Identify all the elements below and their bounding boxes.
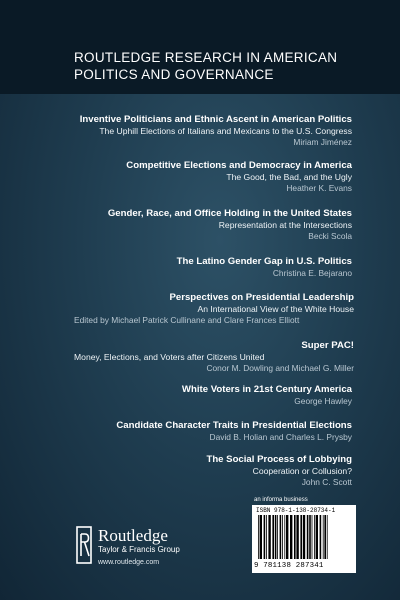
barcode-bar [275,515,277,559]
routledge-r-icon [74,525,94,565]
book-entry [52,384,352,407]
book-author: Conor M. Dowling and Michael G. Miller [206,363,354,373]
book-title: Super PAC! [301,340,354,351]
barcode-bar [277,515,278,559]
barcode-bar [264,515,266,559]
series-title: ROUTLEDGE RESEARCH IN AMERICAN POLITICS AND GOVERNANCE [74,50,338,82]
barcode-bar [280,515,282,559]
barcode-bar [320,515,322,559]
book-entry [52,208,352,242]
isbn-barcode [252,505,356,573]
book-subtitle: The Good, the Bad, and the Ugly [226,172,352,182]
barcode-bar [290,515,292,559]
barcode-bar [303,515,305,559]
barcode-bar [323,515,324,559]
book-author: Christina E. Bejarano [272,268,352,278]
book-author: Heather K. Evans [286,183,352,193]
publisher-name: Routledge [98,526,168,545]
barcode-bar [296,515,298,559]
barcode-bar [312,515,313,559]
book-entry [52,114,352,148]
book-author: George Hawley [294,396,352,406]
book-title: Perspectives on Presidential Leadership [169,292,354,303]
book-title: The Latino Gender Gap in U.S. Politics [176,256,352,267]
barcode-bar [307,515,309,559]
publisher-group: Taylor & Francis Group [98,545,180,554]
book-subtitle: Representation at the Intersections [218,220,352,230]
book-entry [74,340,354,374]
book-title: Gender, Race, and Office Holding in the United States [107,208,352,219]
book-title: Candidate Character Traits in Presidential Elections [116,420,352,431]
barcode-bars [256,515,352,561]
book-subtitle: Cooperation or Collusion? [252,466,352,476]
barcode-bar [327,515,328,559]
book-title: Competitive Elections and Democracy in America [126,160,352,171]
barcode-bar [294,515,296,559]
barcode-bar [266,515,267,559]
book-entry [52,420,352,443]
book-author: John C. Scott [301,477,352,487]
isbn-label: ISBN 978-1-138-28734-1 [256,507,336,514]
barcode-bar [309,515,311,559]
informa-text: an informa business [254,497,308,503]
book-entry [74,292,354,326]
book-entry [52,454,352,488]
book-title: White Voters in 21st Century America [181,384,352,395]
book-title: Inventive Politicians and Ethnic Ascent in American Politics [79,114,352,125]
publisher-logo [74,525,184,575]
book-title: The Social Process of Lobbying [206,454,352,465]
barcode-bar [300,515,302,559]
barcode-bar [268,515,270,559]
publisher-url[interactable]: www.routledge.com [98,559,160,566]
barcode-bar [324,515,326,559]
book-subtitle: The Uphill Elections of Italians and Mexicans to the U.S. Congress [99,126,352,136]
publisher-wordmark [98,527,180,568]
barcode-bar [286,515,288,559]
barcode-bar [314,515,315,559]
barcode-bar [260,515,262,559]
book-author: Miriam Jiménez [293,137,352,147]
barcode-bar [316,515,318,559]
informa-tagline [254,497,308,503]
book-entry [52,160,352,194]
barcode-bar [272,515,274,559]
book-subtitle: An International View of the White House [197,304,354,314]
book-author: Edited by Michael Patrick Cullinane and Clare Frances Elliott [74,315,300,325]
book-author: Becki Scola [308,231,352,241]
isbn-number: 9 781138 287341 [254,562,324,570]
book-author: David B. Holian and Charles L. Prysby [209,432,352,442]
barcode-bar [258,515,259,559]
barcode-bar [282,515,283,559]
barcode-bar [284,515,285,559]
book-subtitle: Money, Elections, and Voters after Citizens United [74,352,265,362]
book-entry [52,256,352,279]
